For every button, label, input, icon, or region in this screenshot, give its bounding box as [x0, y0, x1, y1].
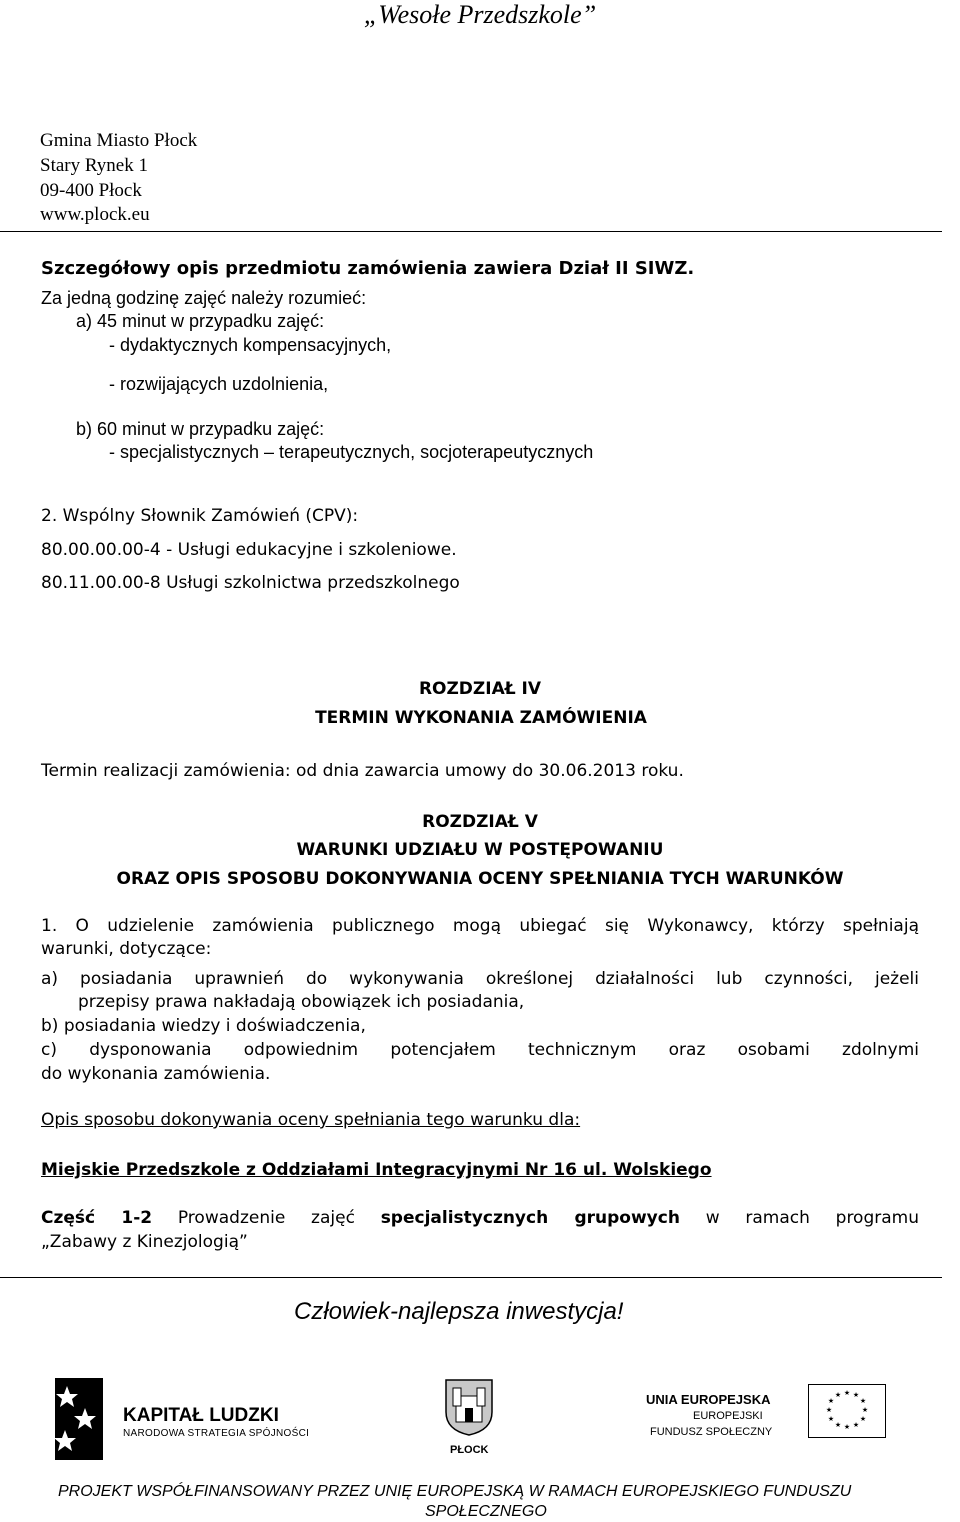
svg-text:★: ★	[852, 1391, 860, 1399]
item-a: a) 45 minut w przypadku zajęć:	[76, 311, 325, 331]
chapter-5-title: ROZDZIAŁ V	[422, 812, 538, 832]
eu-line-1: UNIA EUROPEJSKA	[646, 1392, 771, 1407]
footer-slogan: Człowiek-najlepsza inwestycja!	[294, 1298, 624, 1325]
address-line-2: Stary Rynek 1	[40, 155, 148, 176]
item-a-2: - rozwijających uzdolnienia,	[109, 374, 329, 394]
eu-flag-icon	[808, 1384, 886, 1438]
part-line-2: „Zabawy z Kinezjologią”	[41, 1232, 248, 1252]
school-name: Miejskie Przedszkole z Oddziałami Integracyjnymi Nr 16 ul. Wolskiego	[41, 1160, 712, 1180]
address-line-3: 09-400 Płock	[40, 180, 142, 201]
part-label: Część 1-2	[41, 1208, 153, 1228]
item-b-1: - specjalistycznych – terapeutycznych, socjoterapeutycznych	[109, 442, 594, 462]
svg-text:★: ★	[859, 1397, 867, 1405]
footer-divider	[0, 1277, 942, 1278]
plock-coat-of-arms	[444, 1378, 494, 1436]
conditions-intro-line-2: warunki, dotyczące:	[41, 939, 212, 959]
condition-c-line-1: c) dysponowania odpowiednim potencjałem technicznym oraz osobami zdolnymi	[41, 1040, 919, 1060]
svg-text:★: ★	[843, 1389, 851, 1397]
svg-text:★: ★	[852, 1421, 860, 1429]
plock-label: PŁOCK	[450, 1444, 489, 1456]
svg-text:★: ★	[825, 1406, 833, 1414]
address-website: www.plock.eu	[40, 204, 150, 225]
assessment-heading: Opis sposobu dokonywania oceny spełniania tego warunku dla:	[41, 1110, 581, 1130]
condition-a-line-2: przepisy prawa nakładają obowiązek ich posiadania,	[78, 992, 525, 1012]
condition-a-line-1: a) posiadania uprawnień do wykonywania określonej działalności lub czynności, jeżeli	[41, 969, 919, 989]
condition-b: b) posiadania wiedzy i doświadczenia,	[41, 1016, 366, 1036]
part-text-1: Prowadzenie zajęć	[177, 1208, 355, 1228]
project-funding-line-2: SPOŁECZNEGO	[425, 1503, 547, 1520]
address-line-1: Gmina Miasto Płock	[40, 130, 198, 151]
header-divider	[0, 231, 942, 232]
header-title: „Wesołe Przedszkole”	[363, 0, 597, 29]
svg-text:★: ★	[861, 1406, 869, 1414]
cpv-heading: 2. Wspólny Słownik Zamówień (CPV):	[41, 506, 359, 526]
svg-text:★: ★	[834, 1421, 842, 1429]
kapital-ludzki-emblem	[55, 1378, 103, 1460]
completion-term: Termin realizacji zamówienia: od dnia zawarcia umowy do 30.06.2013 roku.	[41, 761, 684, 781]
svg-text:★: ★	[843, 1423, 851, 1431]
kapital-ludzki-subtitle: NARODOWA STRATEGIA SPÓJNOŚCI	[123, 1428, 310, 1439]
svg-text:★: ★	[827, 1397, 835, 1405]
kapital-ludzki-title: KAPITAŁ LUDZKI	[123, 1405, 279, 1426]
conditions-intro-line-1: 1. O udzielenie zamówienia publicznego mogą ubiegać się Wykonawcy, którzy spełniają	[41, 916, 919, 936]
description-heading: Szczegółowy opis przedmiotu zamówienia zawiera Dział II SIWZ.	[41, 258, 695, 279]
eu-line-3: FUNDUSZ SPOŁECZNY	[650, 1426, 773, 1438]
svg-text:★: ★	[827, 1415, 835, 1423]
part-text-2: w ramach programu	[705, 1208, 919, 1228]
item-b: b) 60 minut w przypadku zajęć:	[76, 419, 325, 439]
chapter-4-subtitle: TERMIN WYKONANIA ZAMÓWIENIA	[315, 708, 647, 728]
hour-definition: Za jedną godzinę zajęć należy rozumieć:	[41, 288, 367, 308]
svg-text:★: ★	[859, 1415, 867, 1423]
cpv-code-2: 80.11.00.00-8 Usługi szkolnictwa przedszkolnego	[41, 573, 460, 593]
svg-text:★: ★	[834, 1391, 842, 1399]
part-line-1	[41, 1208, 919, 1228]
part-bold-text: specjalistycznych grupowych	[380, 1208, 680, 1228]
eu-line-2: EUROPEJSKI	[693, 1410, 763, 1422]
cpv-code-1: 80.00.00.00-4 - Usługi edukacyjne i szkoleniowe.	[41, 540, 457, 560]
item-a-1: - dydaktycznych kompensacyjnych,	[109, 335, 392, 355]
project-funding-line-1: PROJEKT WSPÓŁFINANSOWANY PRZEZ UNIĘ EUROPEJSKĄ W RAMACH EUROPEJSKIEGO FUNDUSZU	[58, 1483, 852, 1500]
chapter-4-title: ROZDZIAŁ IV	[418, 679, 542, 699]
condition-c-line-2: do wykonania zamówienia.	[41, 1064, 271, 1084]
chapter-5-subtitle-1: WARUNKI UDZIAŁU W POSTĘPOWANIU	[296, 840, 664, 860]
chapter-5-subtitle-2: ORAZ OPIS SPOSOBU DOKONYWANIA OCENY SPEŁNIANIA TYCH WARUNKÓW	[116, 869, 844, 889]
